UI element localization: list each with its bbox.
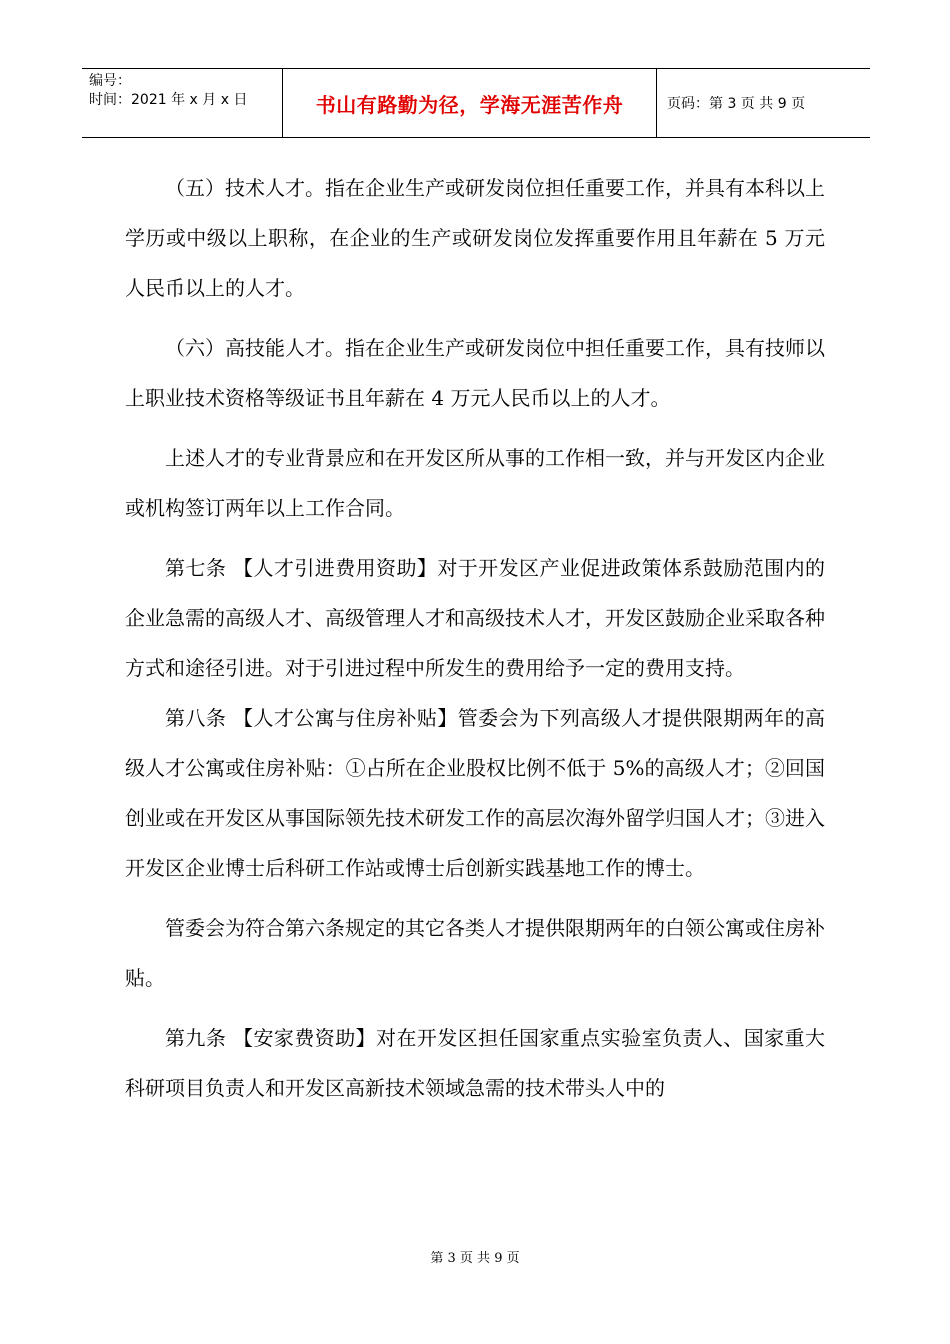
- header-page-cell: [657, 69, 870, 137]
- paragraph-white-collar-housing: 管委会为符合第六条规定的其它各类人才提供限期两年的白领公寓或住房补贴。: [125, 916, 825, 990]
- header-motto: 书山有路勤为径，学海无涯苦作舟: [315, 92, 624, 117]
- paragraph-high-skill-talent: （六）高技能人才。指在企业生产或研发岗位中担任重要工作，具有技师以上职业技术资格等级证书且年薪在 4 万元人民币以上的人才。: [125, 336, 825, 410]
- paragraph-article-9: 第九条 【安家费资助】对在开发区担任国家重点实验室负责人、国家重大科研项目负责人和开发区高新技术领域急需的技术带头人中的: [125, 1026, 825, 1100]
- header-page-info: 页码：第 3 页 共 9 页: [667, 96, 806, 112]
- page-footer: [0, 1247, 950, 1266]
- header-motto-cell: [283, 69, 657, 137]
- footer-page-number: 第 3 页 共 9 页: [430, 1251, 520, 1266]
- paragraph-technical-talent: （五）技术人才。指在企业生产或研发岗位担任重要工作，并具有本科以上学历或中级以上职称，在企业的生产或研发岗位发挥重要作用且年薪在 5 万元人民币以上的人才。: [125, 176, 825, 300]
- paragraph-article-7: 第七条 【人才引进费用资助】对于开发区产业促进政策体系鼓励范围内的企业急需的高级人才、高级管理人才和高级技术人才，开发区鼓励企业采取各种方式和途径引进。对于引进过程中所发生的费用给予一定的费用支持。: [125, 556, 825, 680]
- paragraph-talent-requirements: 上述人才的专业背景应和在开发区所从事的工作相一致，并与开发区内企业或机构签订两年以上工作合同。: [125, 446, 825, 520]
- document-header: [82, 68, 870, 138]
- document-body: [125, 163, 825, 1113]
- header-meta-cell: [82, 69, 283, 137]
- time-label: 时间：2021 年 x 月 x 日: [89, 92, 248, 108]
- number-label: 编号：: [89, 73, 131, 89]
- paragraph-article-8: 第八条 【人才公寓与住房补贴】管委会为下列高级人才提供限期两年的高级人才公寓或住房补贴：①占所在企业股权比例不低于 5%的高级人才；②回国创业或在开发区从事国际领先技术研发工作的高层次海外留学归国人才；③进入开发区企业博士后科研工作站或博士后创新实践基地工作的博士。: [125, 706, 825, 880]
